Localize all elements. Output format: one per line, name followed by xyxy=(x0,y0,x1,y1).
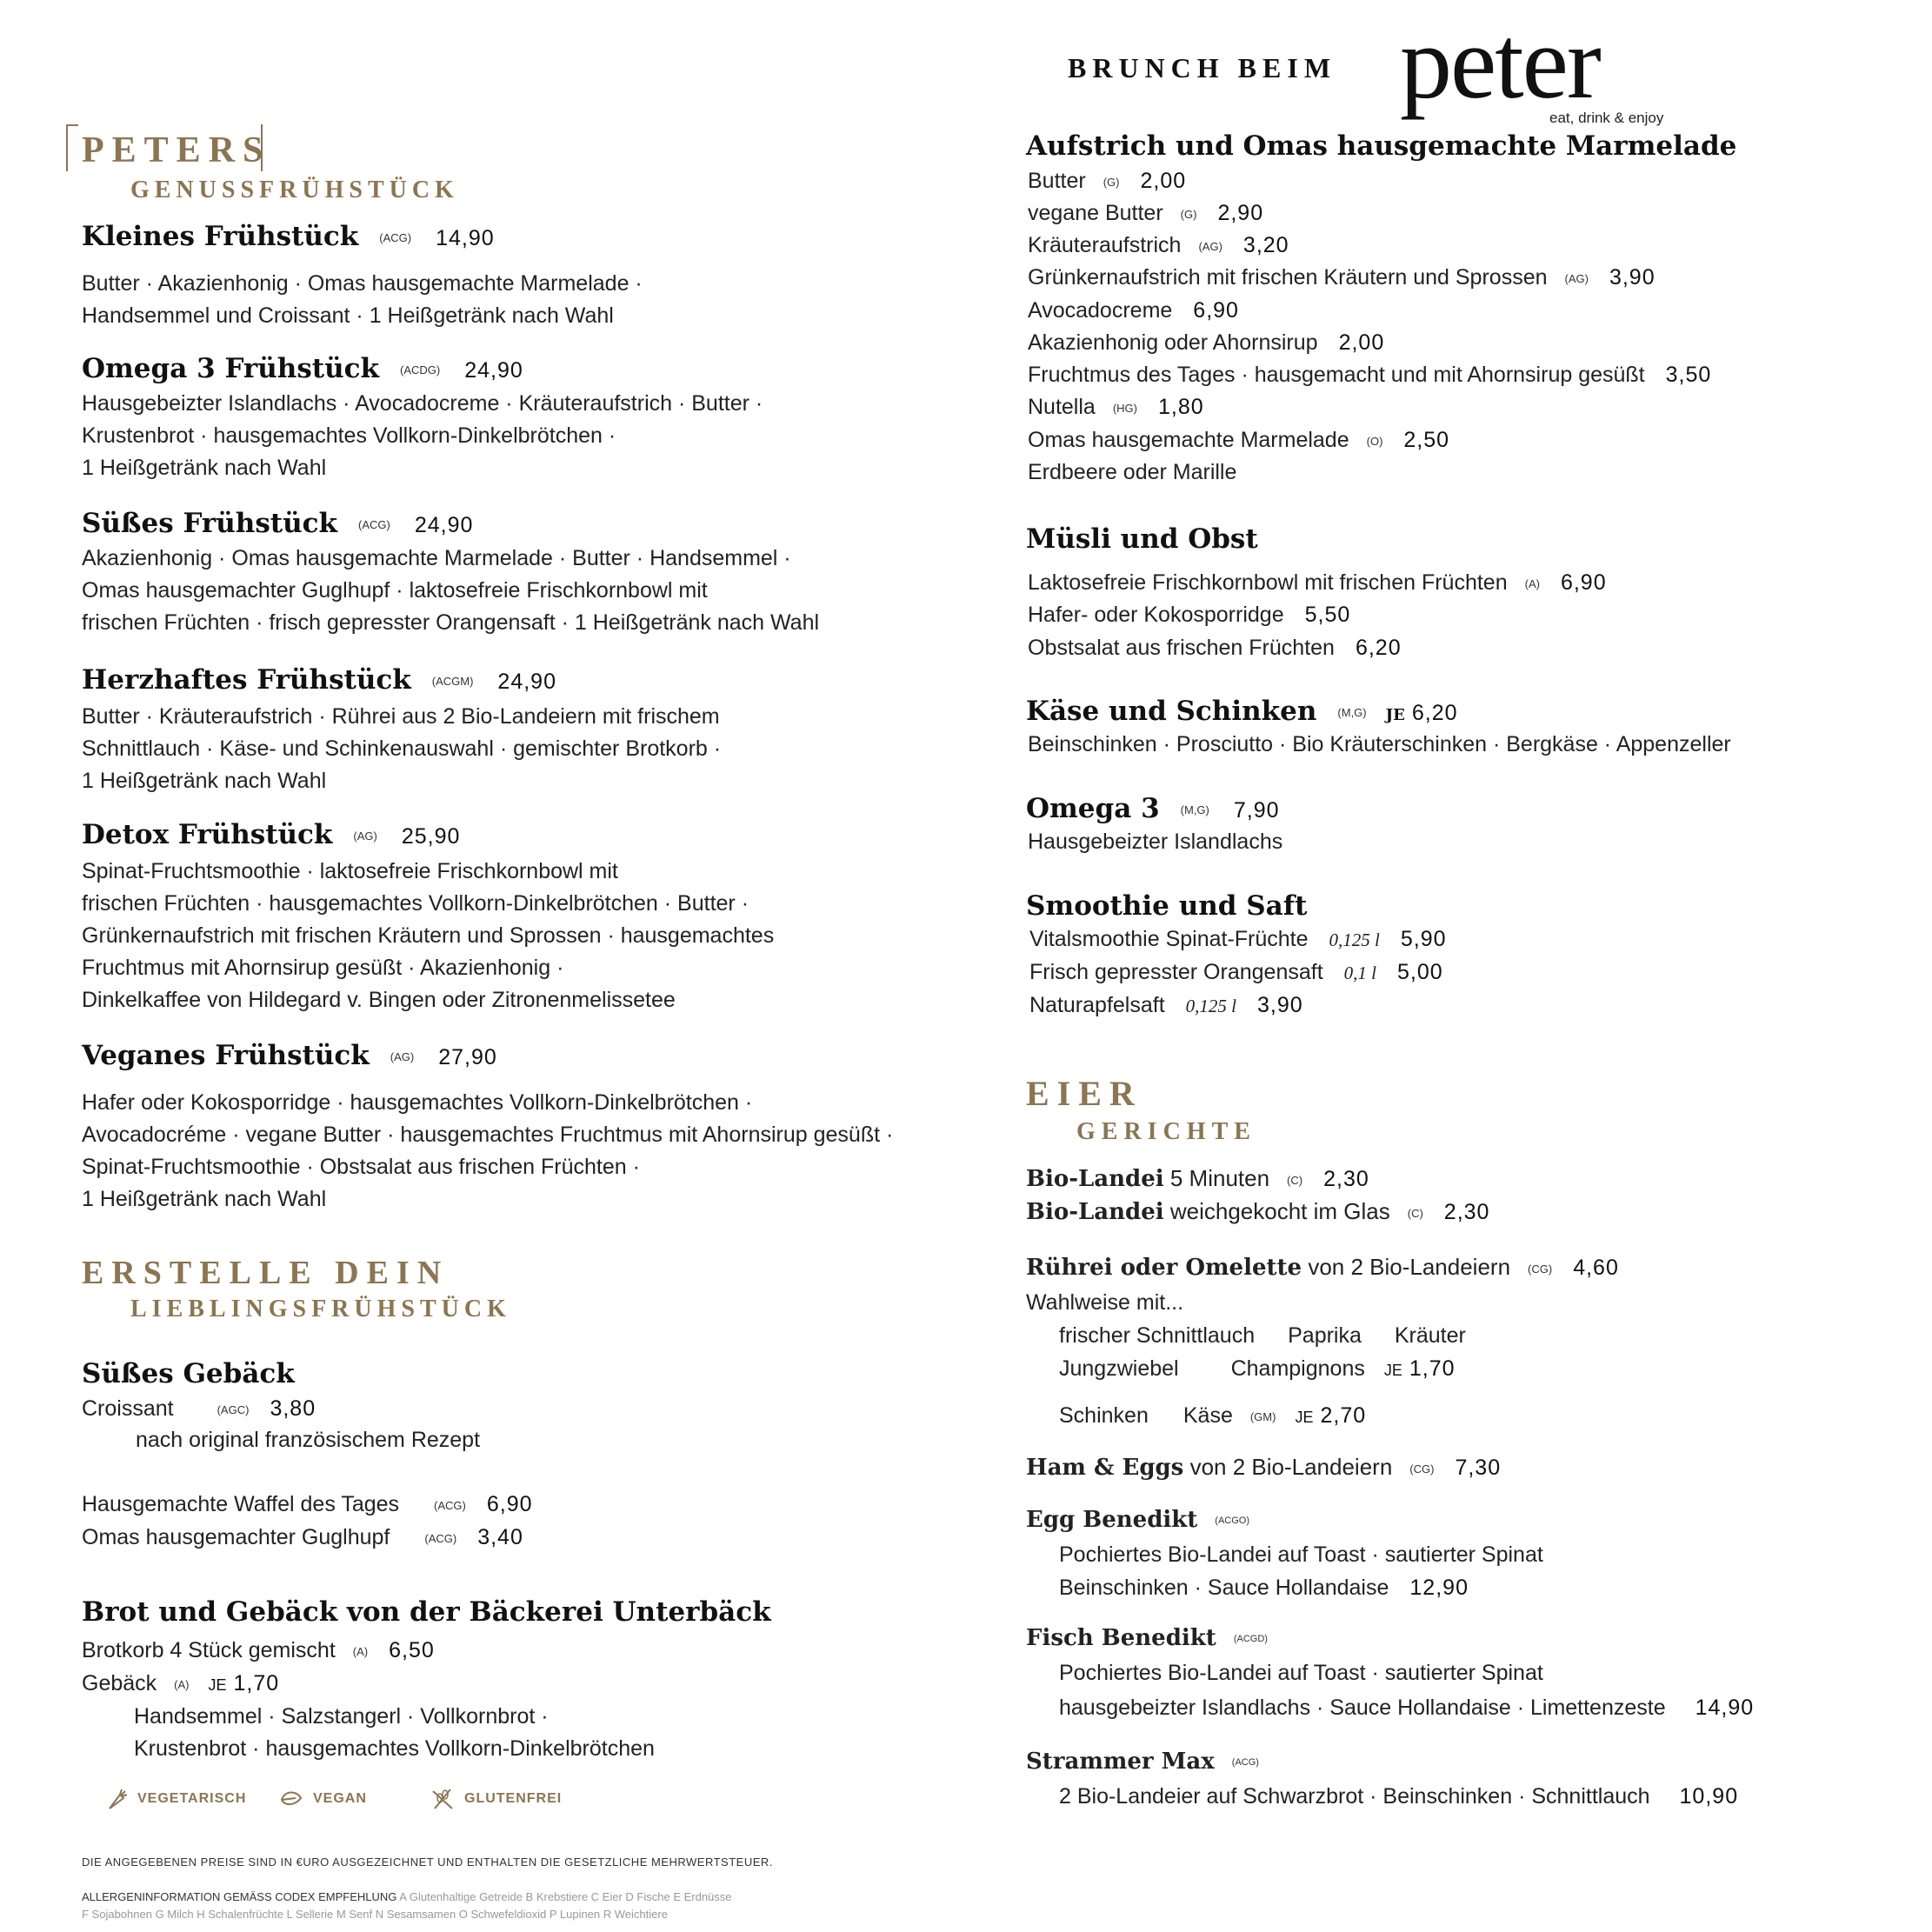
option-row: Schinken Käse (GM) JE 2,70 xyxy=(1059,1403,1367,1428)
section-subtitle-lieblings: LIEBLINGSFRÜHSTÜCK xyxy=(130,1296,511,1322)
item-note: Erdbeere oder Marille xyxy=(1028,460,1237,484)
item-description: Hausgebeizter Islandlachs · Avocadocreme · Kräuteraufstrich · Butter · Krustenbrot · hausgemachtes Vollkorn-Dinkelbrötchen · 1 Heißgetränk nach Wahl xyxy=(82,391,763,480)
diet-label-vegan: VEGAN xyxy=(278,1786,367,1812)
logo-subtitle: eat, drink & enjoy xyxy=(1549,110,1664,126)
option-row: frischer Schnittlauch Paprika Kräuter xyxy=(1059,1323,1466,1348)
item-note: nach original französischem Rezept xyxy=(136,1428,481,1452)
footer-allergen-info: ALLERGENINFORMATION GEMÄSS CODEX EMPFEHLUNG A Glutenhaltige Getreide B Krebstiere C Eier D Fische E Erdnüsse F Sojabohnen G Milch H Schalenfrüchte L Sellerie M Senf N Sesamsamen O Schwefeldioxid P Lupinen R Weichtiere xyxy=(82,1890,732,1921)
section-title-peters: PETERS xyxy=(82,130,271,170)
section-subtitle-genuss: GENUSSFRÜHSTÜCK xyxy=(130,177,459,203)
item-omega3-fruehstueck: Omega 3 Frühstück (ACDG) 24,90 xyxy=(82,353,523,384)
item-strammer-max: Strammer Max (ACG) xyxy=(1026,1749,1259,1775)
leaf-icon xyxy=(278,1786,304,1812)
item-description: Akazienhonig · Omas hausgemachte Marmelade · Butter · Handsemmel · Omas hausgemachter Guglhupf · laktosefreie Frischkornbowl mit frischen Früchten · frisch gepresster Orangensaft · 1 Heißgetränk nach Wahl xyxy=(82,546,820,635)
item-note: Wahlweise mit... xyxy=(1026,1290,1184,1315)
item-bio-landei-5min: Bio-Landei 5 Minuten (C) 2,30 xyxy=(1026,1165,1369,1192)
item-nutella: Nutella (HG) 1,80 xyxy=(1028,395,1204,419)
brunch-label: BRUNCH BEIM xyxy=(1068,52,1337,83)
item-brotkorb: Brotkorb 4 Stück gemischt (A) 6,50 xyxy=(82,1638,435,1662)
group-title-smoothie: Smoothie und Saft xyxy=(1026,890,1308,922)
section-subtitle-gerichte: GERICHTE xyxy=(1076,1118,1256,1145)
item-croissant: Croissant (AGC) 3,80 xyxy=(82,1396,316,1421)
item-omega3: Omega 3 (M,G) 7,90 xyxy=(1026,793,1280,824)
item-description: Hausgebeizter Islandlachs xyxy=(1028,829,1283,854)
logo: peter xyxy=(1400,4,1600,120)
item-akazienhonig: Akazienhonig oder Ahornsirup 2,00 xyxy=(1028,330,1385,355)
item-description: 2 Bio-Landeier auf Schwarzbrot · Beinschinken · Schnittlauch 10,90 xyxy=(1059,1784,1739,1809)
item-ruehrei-omelette: Rührei oder Omelette von 2 Bio-Landeiern (CG) 4,60 xyxy=(1026,1254,1619,1281)
item-kleines-fruehstueck: Kleines Frühstück (ACG) 14,90 xyxy=(82,221,495,252)
item-gebaeck: Gebäck (A) JE 1,70 xyxy=(82,1671,280,1695)
item-gruenkernaufstrich: Grünkernaufstrich mit frischen Kräutern und Sprossen (AG) 3,90 xyxy=(1028,265,1656,290)
item-description: Pochiertes Bio-Landei auf Toast · sautierter Spinat xyxy=(1059,1661,1543,1685)
item-frischkornbowl: Laktosefreie Frischkornbowl mit frischen Früchten (A) 6,90 xyxy=(1028,570,1607,595)
item-marmelade: Omas hausgemachte Marmelade (O) 2,50 xyxy=(1028,428,1450,452)
item-description: Beinschinken · Sauce Hollandaise 12,90 xyxy=(1059,1576,1469,1600)
item-orangensaft: Frisch gepresster Orangensaft 0,1 l 5,00 xyxy=(1029,960,1443,984)
option-row: Jungzwiebel Champignons JE 1,70 xyxy=(1059,1356,1456,1381)
carrot-icon xyxy=(103,1786,129,1812)
footer-price-note: DIE ANGEGEBENEN PREISE SIND IN €URO AUSGEZEICHNET UND ENTHALTEN DIE GESETZLICHE MEHRWERTSTEUER. xyxy=(82,1855,773,1869)
item-herzhaftes-fruehstueck: Herzhaftes Frühstück (ACGM) 24,90 xyxy=(82,664,556,696)
item-egg-benedikt: Egg Benedikt (ACGO) xyxy=(1026,1507,1250,1533)
item-kraeuteraufstrich: Kräuteraufstrich (AG) 3,20 xyxy=(1028,233,1289,257)
item-description: Handsemmel · Salzstangerl · Vollkornbrot · Krustenbrot · hausgemachtes Vollkorn-Dinkelbrötchen xyxy=(134,1704,655,1761)
group-title-suesses-gebaeck: Süßes Gebäck xyxy=(82,1358,295,1389)
item-guglhupf: Omas hausgemachter Guglhupf (ACG) 3,40 xyxy=(82,1525,523,1549)
wheat-icon xyxy=(430,1786,456,1812)
diet-label-vegetarisch: VEGETARISCH xyxy=(103,1786,246,1812)
item-description: Beinschinken · Prosciutto · Bio Kräuterschinken · Bergkäse · Appenzeller xyxy=(1028,732,1731,756)
item-fisch-benedikt: Fisch Benedikt (ACGD) xyxy=(1026,1625,1268,1651)
item-avocadocreme: Avocadocreme 6,90 xyxy=(1028,298,1239,323)
group-title-muesli: Müsli und Obst xyxy=(1026,523,1258,555)
item-apfelsaft: Naturapfelsaft 0,125 l 3,90 xyxy=(1029,993,1303,1017)
section-title-eier: EIER xyxy=(1026,1074,1143,1113)
item-description: Butter · Kräuteraufstrich · Rührei aus 2 Bio-Landeiern mit frischem Schnittlauch · Käse- und Schinkenauswahl · gemischter Brotkorb · 1 Heißgetränk nach Wahl xyxy=(82,704,722,793)
item-description: hausgebeizter Islandlachs · Sauce Hollandaise · Limettenzeste 14,90 xyxy=(1059,1695,1755,1720)
item-fruchtmus: Fruchtmus des Tages · hausgemacht und mit Ahornsirup gesüßt 3,50 xyxy=(1028,363,1712,387)
item-butter: Butter (G) 2,00 xyxy=(1028,169,1187,193)
item-detox-fruehstueck: Detox Frühstück (AG) 25,90 xyxy=(82,819,461,850)
item-description: Hafer oder Kokosporridge · hausgemachtes Vollkorn-Dinkelbrötchen · Avocadocréme · vegane Butter · hausgemachtes Fruchtmus mit Ahornsirup gesüßt · Spinat-Fruchtsmoothie · Obstsalat aus frischen Früchten · 1 Heißgetränk nach Wahl xyxy=(82,1090,894,1211)
item-waffel: Hausgemachte Waffel des Tages (ACG) 6,90 xyxy=(82,1492,533,1516)
item-suesses-fruehstueck: Süßes Frühstück (ACG) 24,90 xyxy=(82,508,474,539)
diet-label-glutenfrei: GLUTENFREI xyxy=(430,1786,562,1812)
item-kaese-schinken: Käse und Schinken (M,G) JE 6,20 xyxy=(1026,696,1458,727)
item-vitalsmoothie: Vitalsmoothie Spinat-Früchte 0,125 l 5,90 xyxy=(1029,927,1447,951)
item-description: Butter · Akazienhonig · Omas hausgemachte Marmelade · Handsemmel und Croissant · 1 Heißgetränk nach Wahl xyxy=(82,271,643,328)
item-vegane-butter: vegane Butter (G) 2,90 xyxy=(1028,201,1264,225)
section-title-erstelle: ERSTELLE DEIN xyxy=(82,1255,450,1291)
item-ham-eggs: Ham & Eggs von 2 Bio-Landeiern (CG) 7,30 xyxy=(1026,1454,1502,1481)
item-description: Spinat-Fruchtsmoothie · laktosefreie Frischkornbowl mit frischen Früchten · hausgemachtes Vollkorn-Dinkelbrötchen · Butter · Grünkernaufstrich mit frischen Kräutern und Sprossen · hausgemachtes Fruchtmus mit Ahornsirup gesüßt · Akazienhonig · Dinkelkaffee von Hildegard v. Bingen oder Zitronenmelissetee xyxy=(82,859,775,1012)
item-obstsalat: Obstsalat aus frischen Früchten 6,20 xyxy=(1028,636,1402,660)
item-veganes-fruehstueck: Veganes Frühstück (AG) 27,90 xyxy=(82,1040,497,1071)
group-title-brot: Brot und Gebäck von der Bäckerei Unterbäck xyxy=(82,1596,771,1628)
item-bio-landei-glas: Bio-Landei weichgekocht im Glas (C) 2,30 xyxy=(1026,1198,1490,1225)
group-title-aufstrich: Aufstrich und Omas hausgemachte Marmelade xyxy=(1026,130,1737,162)
item-porridge: Hafer- oder Kokosporridge 5,50 xyxy=(1028,603,1351,627)
item-description: Pochiertes Bio-Landei auf Toast · sautierter Spinat xyxy=(1059,1542,1543,1567)
